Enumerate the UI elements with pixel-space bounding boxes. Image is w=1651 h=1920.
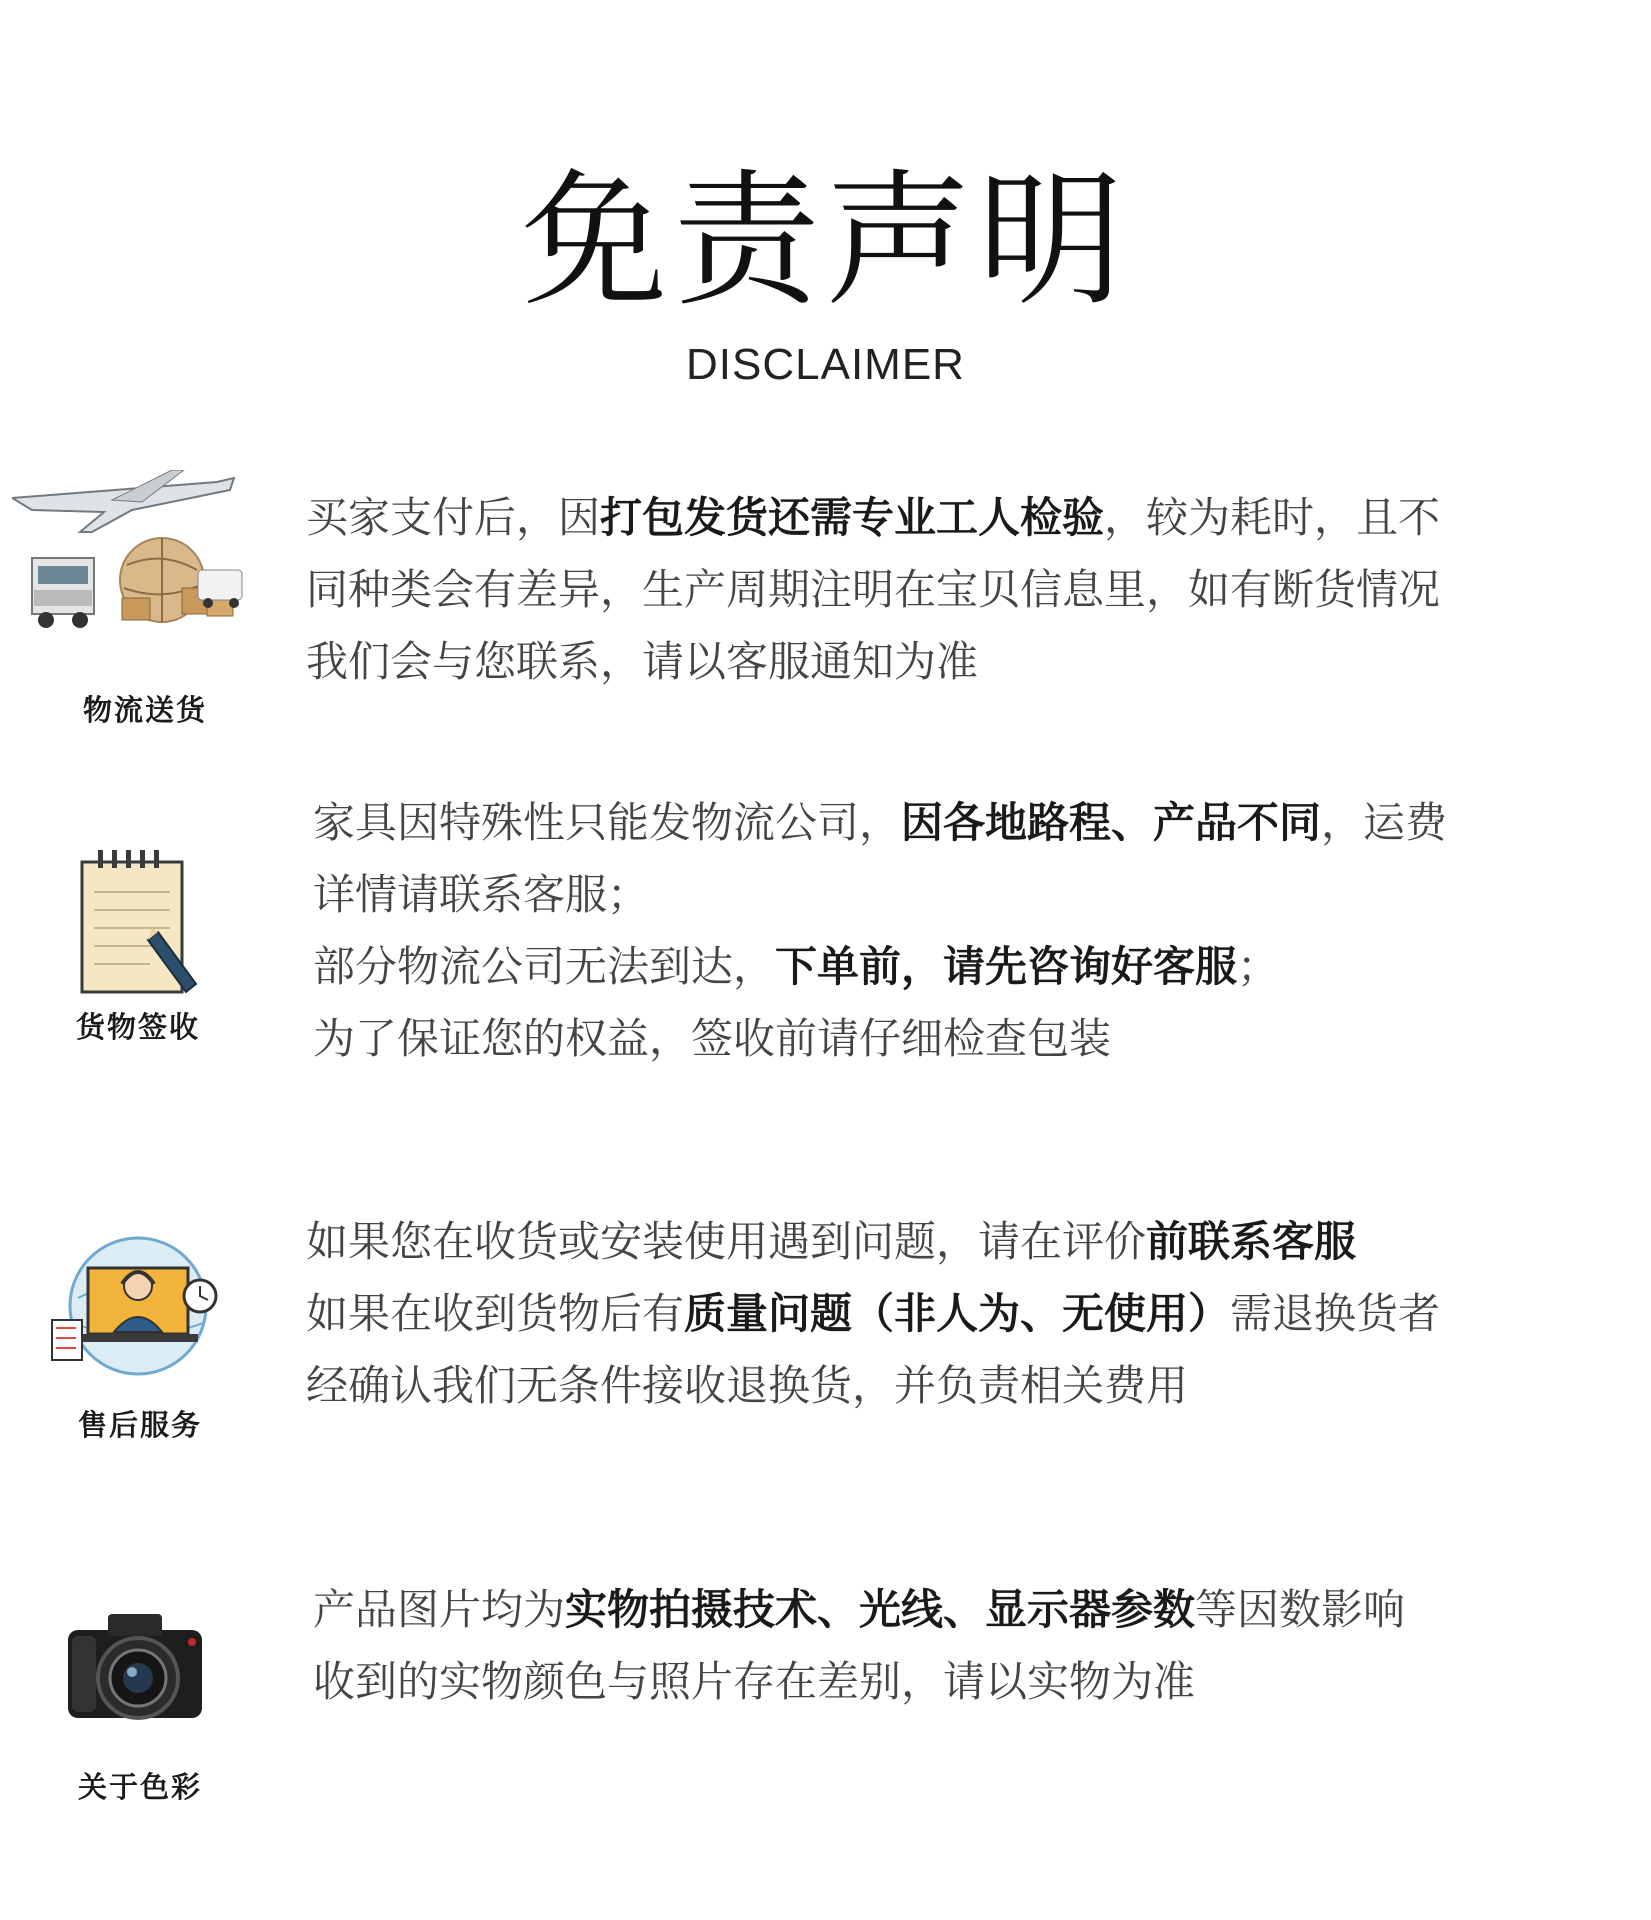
body-text: 产品图片均为 xyxy=(313,1585,566,1634)
logistics-airplane-truck-icon xyxy=(12,470,252,650)
body-text: ，运费 xyxy=(1321,798,1448,847)
section-label-receipt: 货物签收 xyxy=(75,1010,200,1044)
section-label-after-sales: 售后服务 xyxy=(77,1408,202,1442)
emphasis-text: 打包发货还需专业工人检验 xyxy=(600,493,1105,542)
emphasis-text: 前联系客服 xyxy=(1146,1217,1357,1266)
page-subtitle: DISCLAIMER xyxy=(686,340,965,389)
camera-icon xyxy=(60,1600,210,1730)
text-line xyxy=(313,787,1447,859)
text-line xyxy=(306,626,1440,698)
body-text: 为了保证您的权益，签收前请仔细检查包装 xyxy=(313,1014,1112,1063)
body-text: 买家支付后，因 xyxy=(306,493,601,542)
text-line xyxy=(306,1278,1440,1350)
text-line xyxy=(313,859,1447,931)
body-text: 同种类会有差异，生产周期注明在宝贝信息里，如有断货情况 xyxy=(306,565,1441,614)
emphasis-text: 因各地路程、产品不同 xyxy=(901,798,1322,847)
body-text: 如果在收到货物后有 xyxy=(306,1289,685,1338)
body-text: 家具因特殊性只能发物流公司， xyxy=(313,798,902,847)
emphasis-text: 实物拍摄技术、光线、显示器参数 xyxy=(565,1585,1196,1634)
text-line xyxy=(306,554,1440,626)
text-line xyxy=(306,1206,1440,1278)
body-text: 经确认我们无条件接收退换货，并负责相关费用 xyxy=(306,1361,1189,1410)
emphasis-text: 质量问题（非人为、无使用） xyxy=(684,1289,1231,1338)
section-text-after-sales xyxy=(306,1206,1440,1422)
body-text: 如果您在收货或安装使用遇到问题，请在评价 xyxy=(306,1217,1147,1266)
text-line xyxy=(313,1003,1447,1075)
text-line xyxy=(306,482,1440,554)
body-text: ； xyxy=(1237,942,1280,991)
body-text: 我们会与您联系，请以客服通知为准 xyxy=(306,637,979,686)
text-line xyxy=(313,931,1447,1003)
section-label-color: 关于色彩 xyxy=(77,1770,202,1804)
section-text-color xyxy=(313,1574,1405,1718)
body-text: 部分物流公司无法到达， xyxy=(313,942,776,991)
section-text-receipt xyxy=(313,787,1447,1075)
section-text-logistics xyxy=(306,482,1440,698)
notepad-pencil-icon xyxy=(70,840,200,1000)
text-line xyxy=(313,1646,1405,1718)
page-title: 免责声明 xyxy=(521,156,1130,326)
text-line xyxy=(306,1350,1440,1422)
body-text: 收到的实物颜色与照片存在差别，请以实物为准 xyxy=(313,1657,1196,1706)
text-line xyxy=(313,1574,1405,1646)
emphasis-text: 下单前，请先咨询好客服 xyxy=(775,942,1238,991)
section-label-logistics: 物流送货 xyxy=(82,693,207,727)
body-text: 等因数影响 xyxy=(1195,1585,1406,1634)
customer-service-agent-icon xyxy=(48,1228,228,1378)
body-text: ，较为耗时，且不 xyxy=(1104,493,1441,542)
body-text: 需退换货者 xyxy=(1230,1289,1441,1338)
body-text: 详情请联系客服； xyxy=(313,870,650,919)
